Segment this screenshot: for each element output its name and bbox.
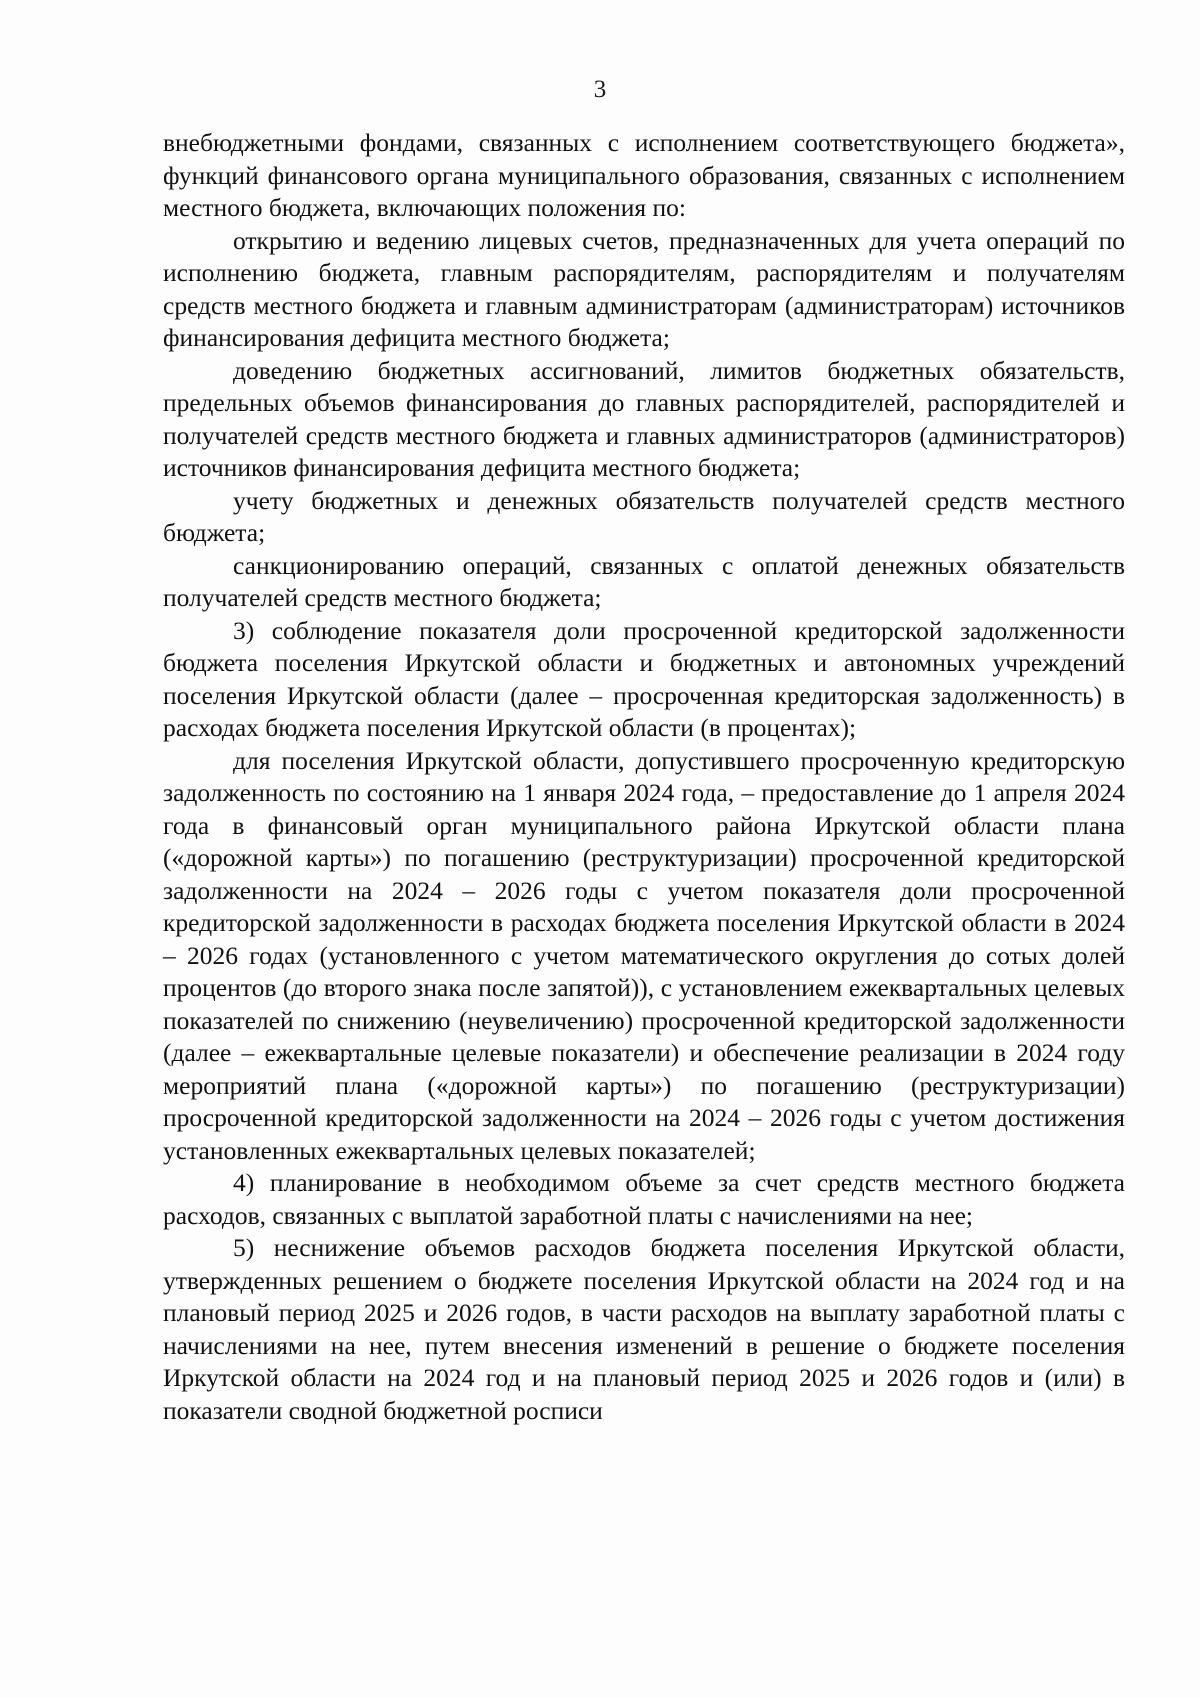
- paragraph: санкционированию операций, связанных с оплатой денежных обязательств получателей средств местного бюджета;: [163, 550, 1125, 612]
- page-number: 3: [593, 76, 607, 103]
- paragraph: 4) планирование в необходимом объеме за счет средств местного бюджета расходов, связанных с выплатой заработной платы с начислениями на нее;: [163, 1168, 1125, 1230]
- paragraph: 3) соблюдение показателя доли просроченной кредиторской задолженности бюджета поселения Иркутской области и бюджетных и автономных учреждений поселения Иркутской области (далее – просроченная кредиторская задолженность) в расходах бюджета поселения Иркутской области (в процентах);: [163, 615, 1125, 742]
- document-body: [163, 127, 1125, 1427]
- paragraph: для поселения Иркутской области, допустившего просроченную кредиторскую задолженность по состоянию на 1 января 2024 года, – предоставление до 1 апреля 2024 года в финансовый орган муниципального района Иркутской области плана («дорожной карты») по погашению (реструктуризации) просроченной кредиторской задолженности на 2024 – 2026 годы с учетом показателя доли просроченной кредиторской задолженности в расходах бюджета поселения Иркутской области в 2024 – 2026 годах (установленного с учетом математического округления до сотых долей процентов (до второго знака после запятой)), с установлением ежеквартальных целевых показателей по снижению (неувеличению) просроченной кредиторской задолженности (далее – ежеквартальные целевые показатели) и обеспечение реализации в 2024 году мероприятий плана («дорожной карты») по погашению (реструктуризации) просроченной кредиторской задолженности на 2024 – 2026 годы с учетом достижения установленных ежеквартальных целевых показателей;: [163, 745, 1125, 1165]
- paragraph: 5) неснижение объемов расходов бюджета поселения Иркутской области, утвержденных решением о бюджете поселения Иркутской области на 2024 год и на плановый период 2025 и 2026 годов, в части расходов на выплату заработной платы с начислениями на нее, путем внесения изменений в решение о бюджете поселения Иркутской области на 2024 год и на плановый период 2025 и 2026 годов и (или) в показатели сводной бюджетной росписи: [163, 1233, 1125, 1425]
- paragraph: доведению бюджетных ассигнований, лимитов бюджетных обязательств, предельных объемов финансирования до главных распорядителей, распорядителей и получателей средств местного бюджета и главных администраторов (администраторов) источников финансирования дефицита местного бюджета;: [163, 355, 1125, 482]
- paragraph: внебюджетными фондами, связанных с исполнением соответствующего бюджета», функций финансового органа муниципального образования, связанных с исполнением местного бюджета, включающих положения по:: [163, 128, 1125, 222]
- paragraph: открытию и ведению лицевых счетов, предназначенных для учета операций по исполнению бюджета, главным распорядителям, распорядителям и получателям средств местного бюджета и главным администраторам (администраторам) источников финансирования дефицита местного бюджета;: [163, 225, 1125, 352]
- paragraph: учету бюджетных и денежных обязательств получателей средств местного бюджета;: [163, 485, 1125, 547]
